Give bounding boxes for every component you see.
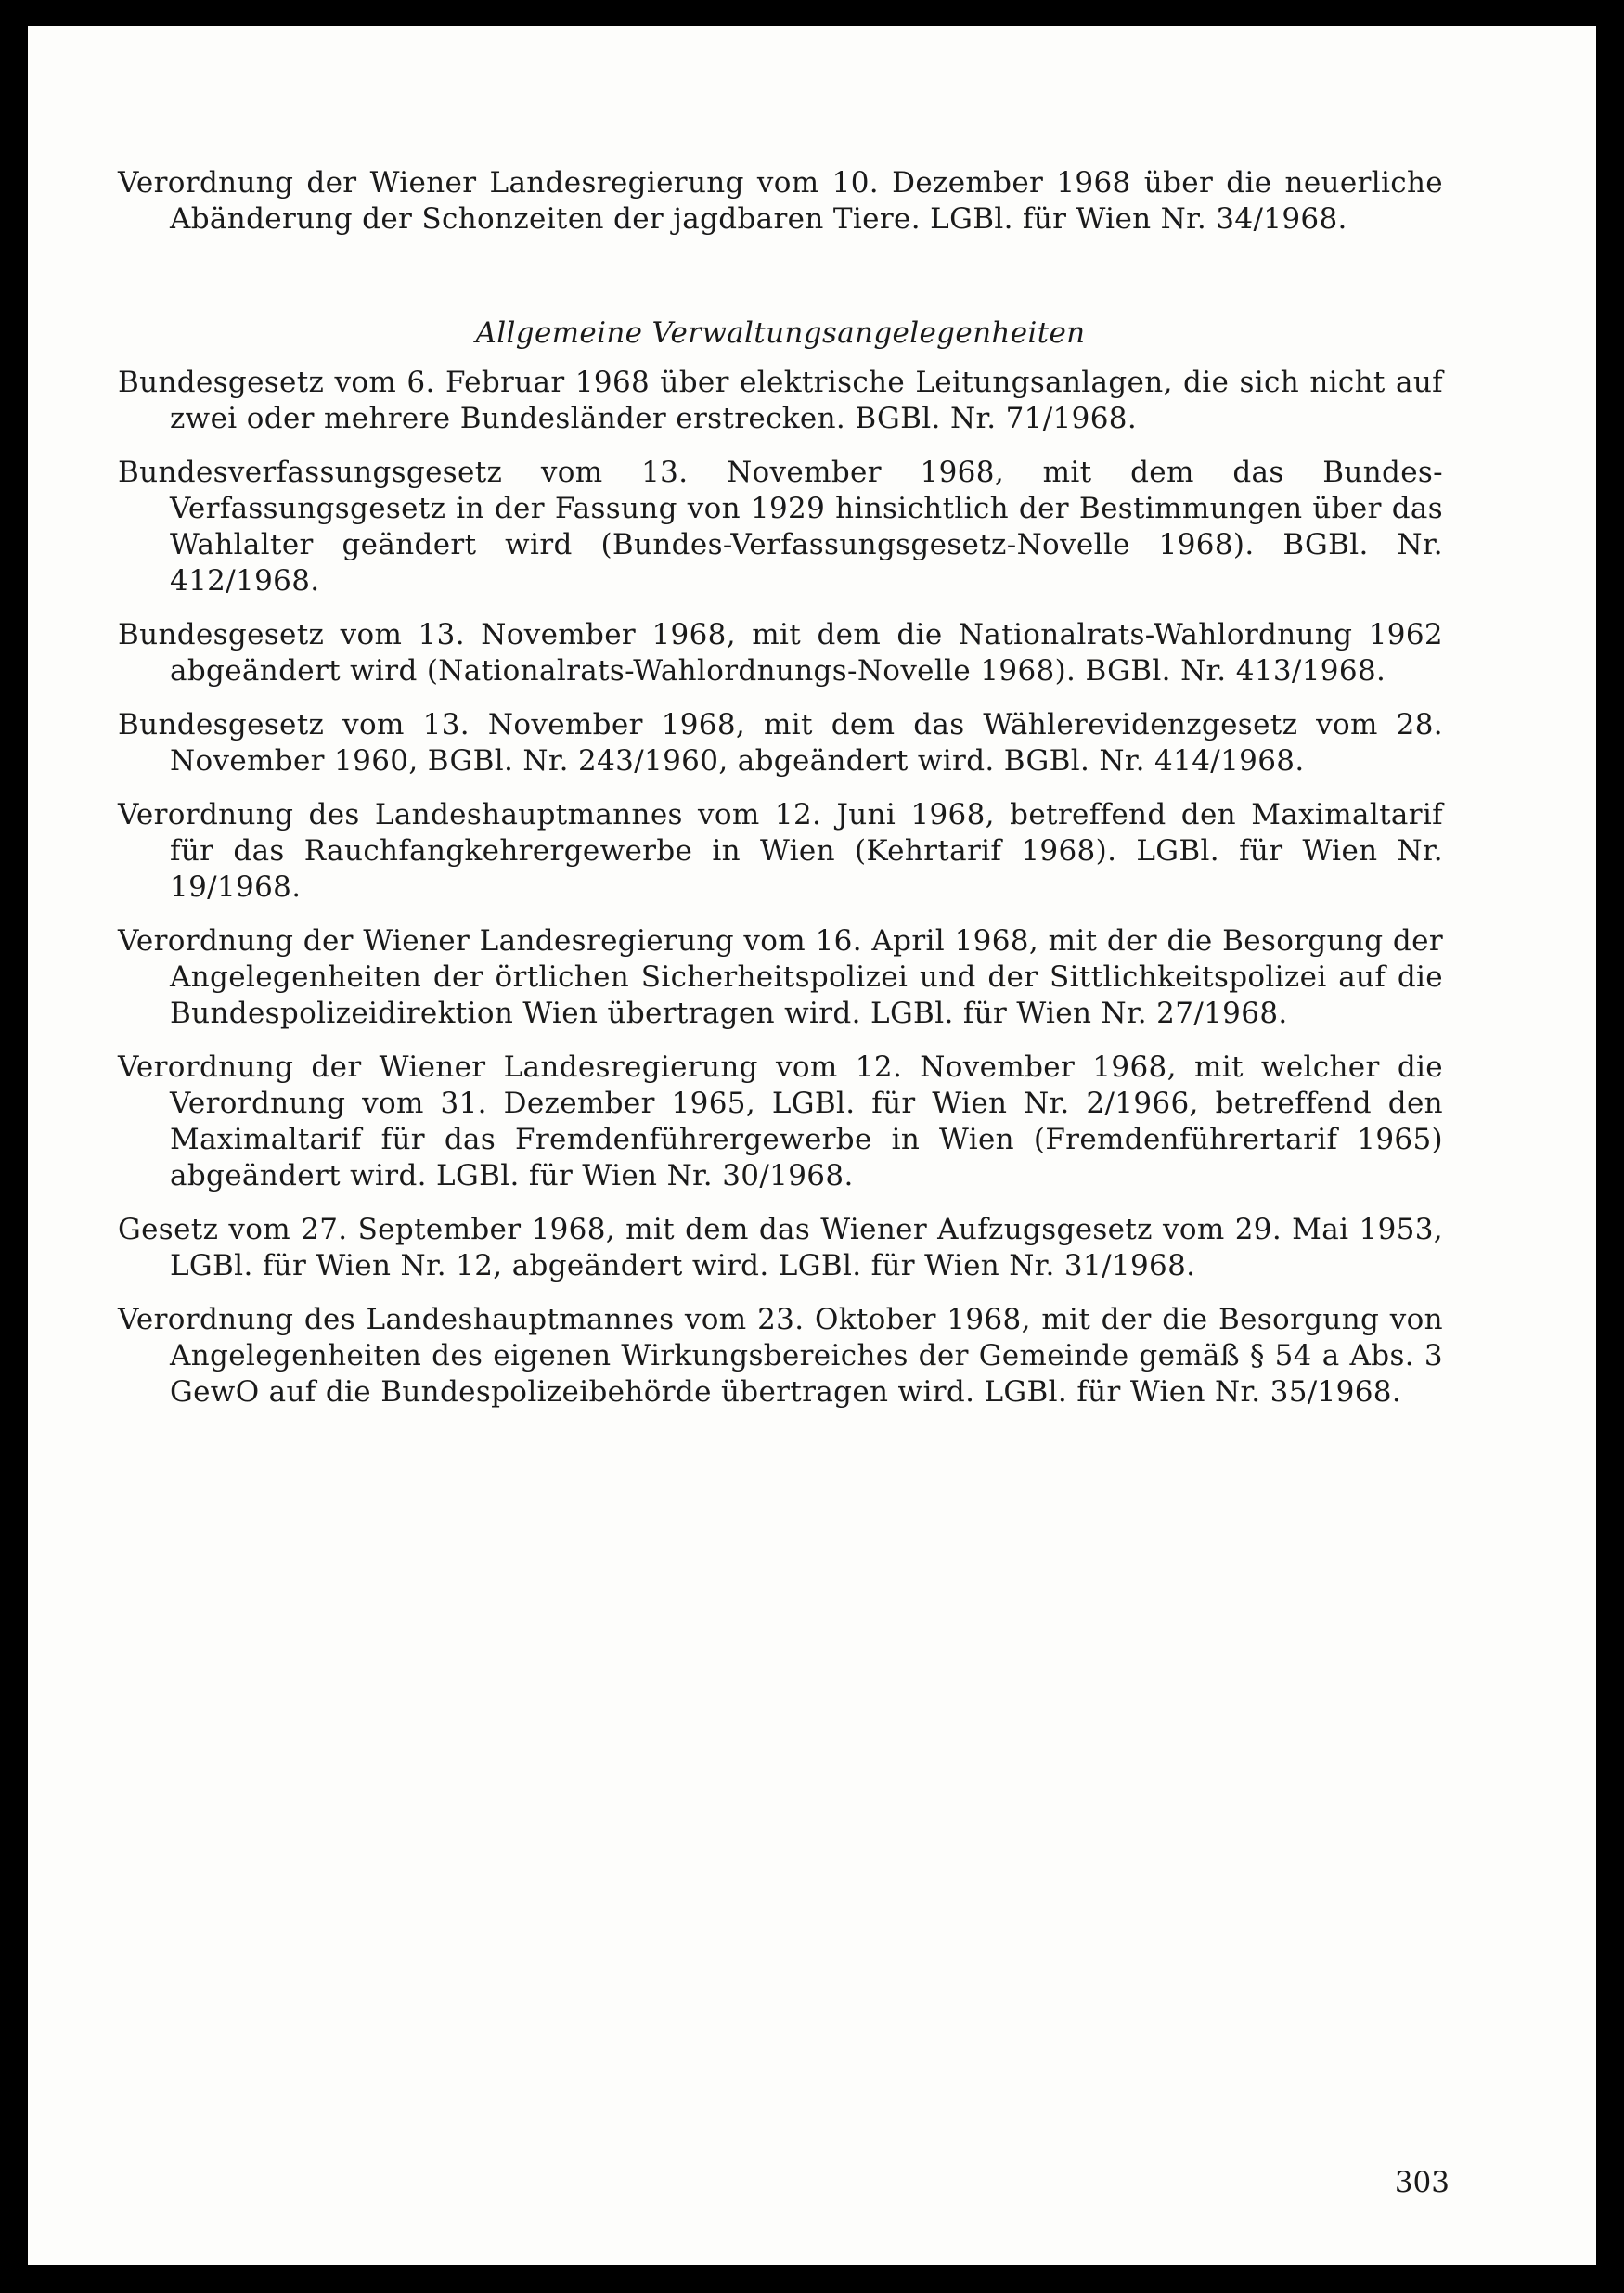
legal-entry: Gesetz vom 27. September 1968, mit dem das Wiener Aufzugsgesetz vom 29. Mai 1953, LGBl. für Wien Nr. 12, abgeändert wird. LGBl. für Wien Nr. 31/1968. <box>118 1213 1443 1282</box>
document-page <box>28 26 1596 2265</box>
legal-entry: Verordnung des Landeshauptmannes vom 12. Juni 1968, betreffend den Maximaltarif für das Rauchfangkehrergewerbe in Wien (Kehrtarif 1968). LGBl. für Wien Nr. 19/1968. <box>118 798 1443 904</box>
legal-entry: Bundesgesetz vom 6. Februar 1968 über elektrische Leitungsanlagen, die sich nicht auf zwei oder mehrere Bundesländer erstrecken. BGBl. Nr. 71/1968. <box>118 366 1443 435</box>
intro-entry: Verordnung der Wiener Landesregierung vom 10. Dezember 1968 über die neuerliche Abänderung der Schonzeiten der jagdbaren Tiere. LGBl. für Wien Nr. 34/1968. <box>118 166 1443 236</box>
legal-entry: Verordnung des Landeshauptmannes vom 23. Oktober 1968, mit der die Besorgung von Angelegenheiten des eigenen Wirkungsbereiches der Gemeinde gemäß § 54 a Abs. 3 GewO auf die Bundespolizeibehörde übertragen wird. LGBl. für Wien Nr. 35/1968. <box>118 1303 1443 1409</box>
section-heading: Allgemeine Verwaltungsangelegenheiten <box>475 316 1086 350</box>
legal-entry: Verordnung der Wiener Landesregierung vom 12. November 1968, mit welcher die Verordnung vom 31. Dezember 1965, LGBl. für Wien Nr. 2/1966, betreffend den Maximaltarif für das Fremdenführergewerbe in Wien (Fremdenführertarif 1965) abgeändert wird. LGBl. für Wien Nr. 30/1968. <box>118 1050 1443 1192</box>
page-number: 303 <box>1394 2166 1450 2199</box>
legal-entry: Verordnung der Wiener Landesregierung vom 16. April 1968, mit der die Besorgung der Angelegenheiten der örtlichen Sicherheitspolizei und der Sittlichkeitspolizei auf die Bundespolizeidirektion Wien übertragen wird. LGBl. für Wien Nr. 27/1968. <box>118 924 1443 1030</box>
legal-entry: Bundesgesetz vom 13. November 1968, mit dem das Wählerevidenzgesetz vom 28. November 1960, BGBl. Nr. 243/1960, abgeändert wird. BGBl. Nr. 414/1968. <box>118 708 1443 778</box>
legal-entry: Bundesverfassungsgesetz vom 13. November 1968, mit dem das Bundes-Verfassungsgesetz in der Fassung von 1929 hinsichtlich der Bestimmungen über das Wahlalter geändert wird (Bundes-Verfassungsgesetz-Novelle 1968). BGBl. Nr. 412/1968. <box>118 456 1443 598</box>
page-content <box>118 165 1443 1428</box>
legal-entry: Bundesgesetz vom 13. November 1968, mit dem die Nationalrats-Wahlordnung 1962 abgeändert wird (Nationalrats-Wahlordnungs-Novelle 1968). BGBl. Nr. 413/1968. <box>118 618 1443 688</box>
